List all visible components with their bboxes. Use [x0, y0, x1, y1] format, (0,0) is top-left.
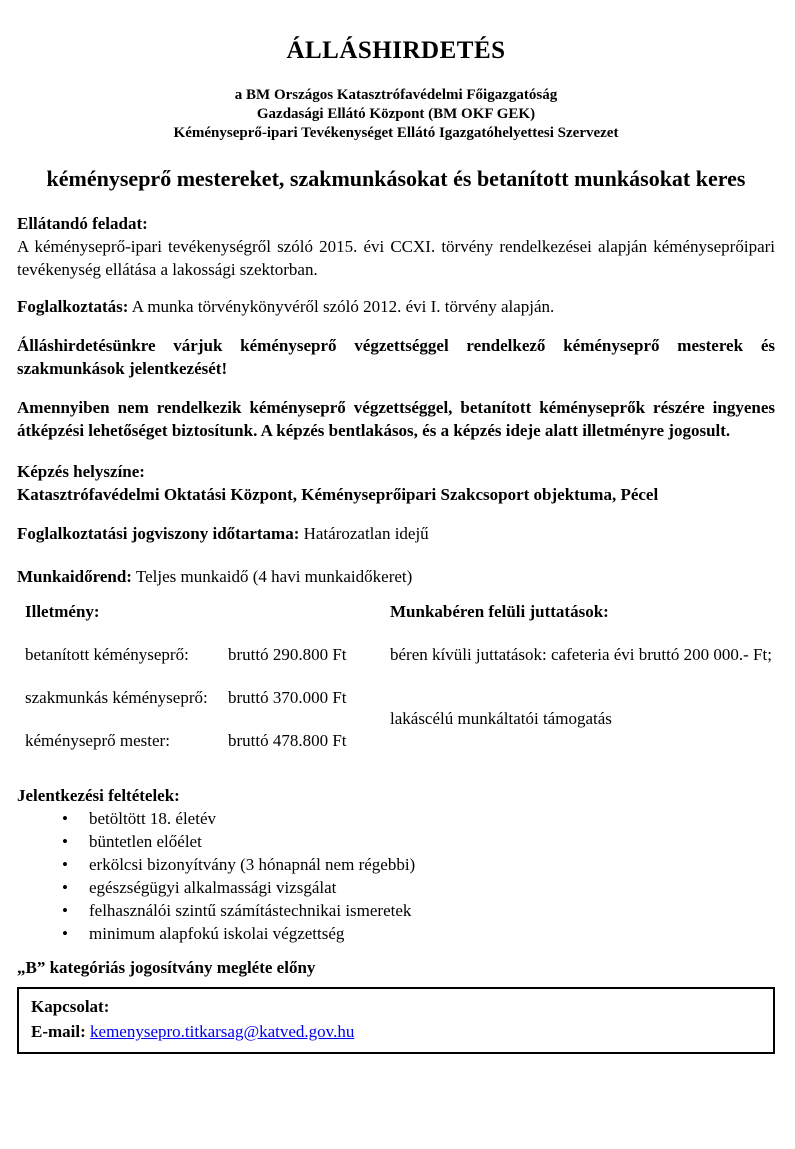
job-advertisement-page: [0, 36, 795, 1149]
page-title: ÁLLÁSHIRDETÉS: [286, 37, 506, 64]
organization-block: [17, 86, 775, 143]
task-body: A kéményseprő-ipari tevékenységről szóló 2015. évi CCXI. törvény rendelkezései alapján kéményseprőipari tevékenység ellátása a lakossági szektorban.: [17, 237, 775, 279]
requirement-text: felhasználói szintű számítástechnikai ismeretek: [89, 901, 412, 920]
list-item: [17, 853, 775, 876]
list-item: [17, 922, 775, 945]
license-note: „B” kategóriás jogosítvány megléte előny: [17, 958, 316, 977]
salary-row-label: betanított kéményseprő:: [25, 645, 189, 664]
invite-paragraph: Álláshirdetésünkre várjuk kéményseprő végzettséggel rendelkező kéményseprő mesterek és szakmunkások jelentkezését!: [17, 336, 775, 378]
bullet-icon: [62, 807, 68, 830]
employment-body: A munka törvénykönyvéről szóló 2012. évi I. törvény alapján.: [128, 297, 555, 316]
org-line-1: a BM Országos Katasztrófavédelmi Főigazgatóság: [234, 87, 558, 103]
requirements-label: Jelentkezési feltételek:: [17, 786, 180, 805]
requirement-text: erkölcsi bizonyítvány (3 hónapnál nem régebbi): [89, 855, 416, 874]
benefits-header: Munkabéren felüli juttatások:: [390, 602, 609, 621]
requirement-text: egészségügyi alkalmassági vizsgálat: [89, 878, 337, 897]
org-line-2: Gazdasági Ellátó Központ (BM OKF GEK): [256, 106, 536, 122]
bullet-icon: [62, 899, 68, 922]
salary-row: [25, 643, 390, 666]
task-section: [17, 212, 775, 281]
training-location-label: Képzés helyszíne:: [17, 462, 145, 481]
requirement-text: betöltött 18. életév: [89, 809, 216, 828]
benefit-item: béren kívüli juttatások: cafeteria évi bruttó 200 000.- Ft;: [390, 645, 772, 664]
salary-row-label: kéményseprő mester:: [25, 731, 170, 750]
bullet-icon: [62, 922, 68, 945]
employment-section: [17, 295, 775, 318]
training-location-section: [17, 460, 775, 506]
bullet-icon: [62, 876, 68, 899]
list-item: [17, 807, 775, 830]
requirements-list: [17, 807, 775, 945]
task-label: Ellátandó feladat:: [17, 214, 148, 233]
requirement-text: minimum alapfokú iskolai végzettség: [89, 924, 345, 943]
duration-value: Határozatlan idejű: [299, 524, 429, 543]
salary-row: [25, 729, 390, 752]
training-location-value: Katasztrófavédelmi Oktatási Központ, Kéményseprőipari Szakcsoport objektuma, Pécel: [17, 485, 659, 504]
list-item: [17, 899, 775, 922]
email-link[interactable]: kemenysepro.titkarsag@katved.gov.hu: [90, 1022, 355, 1041]
salary-row: [25, 686, 390, 709]
salary-row-value: bruttó 370.000 Ft: [228, 688, 347, 707]
salary-row-value: bruttó 478.800 Ft: [228, 731, 347, 750]
employment-label: Foglalkoztatás:: [17, 297, 129, 316]
schedule-section: [17, 565, 775, 588]
salary-section: [25, 600, 775, 752]
contact-label: Kapcsolat:: [31, 997, 110, 1016]
org-line-3: Kéményseprő-ipari Tevékenységet Ellátó Igazgatóhelyettesi Szervezet: [173, 125, 619, 141]
requirement-text: büntetlen előélet: [89, 832, 202, 851]
salary-row-value: bruttó 290.800 Ft: [228, 645, 347, 664]
email-label: E-mail:: [31, 1022, 86, 1041]
duration-section: [17, 522, 775, 545]
list-item: [17, 876, 775, 899]
benefits-column: [390, 600, 775, 752]
list-item: [17, 830, 775, 853]
bullet-icon: [62, 830, 68, 853]
email-line: [31, 1019, 761, 1044]
salary-header: Illetmény:: [25, 602, 100, 621]
salary-row-label: szakmunkás kéményseprő:: [25, 688, 208, 707]
benefit-item: lakáscélú munkáltatói támogatás: [390, 709, 612, 728]
schedule-value: Teljes munkaidő (4 havi munkaidőkeret): [131, 567, 413, 586]
bullet-icon: [62, 853, 68, 876]
duration-label: Foglalkoztatási jogviszony időtartama:: [17, 524, 300, 543]
salary-column: [25, 600, 390, 752]
job-headline: kéményseprő mestereket, szakmunkásokat és betanított munkásokat keres: [46, 166, 746, 191]
contact-box: [17, 987, 775, 1054]
schedule-label: Munkaidőrend:: [17, 567, 132, 586]
training-paragraph: Amennyiben nem rendelkezik kéményseprő végzettséggel, betanított kéményseprők részére ingyenes átképzési lehetőséget biztosítunk. A képzés bentlakásos, és a képzés ideje alatt illetményre jogosult.: [17, 398, 775, 440]
